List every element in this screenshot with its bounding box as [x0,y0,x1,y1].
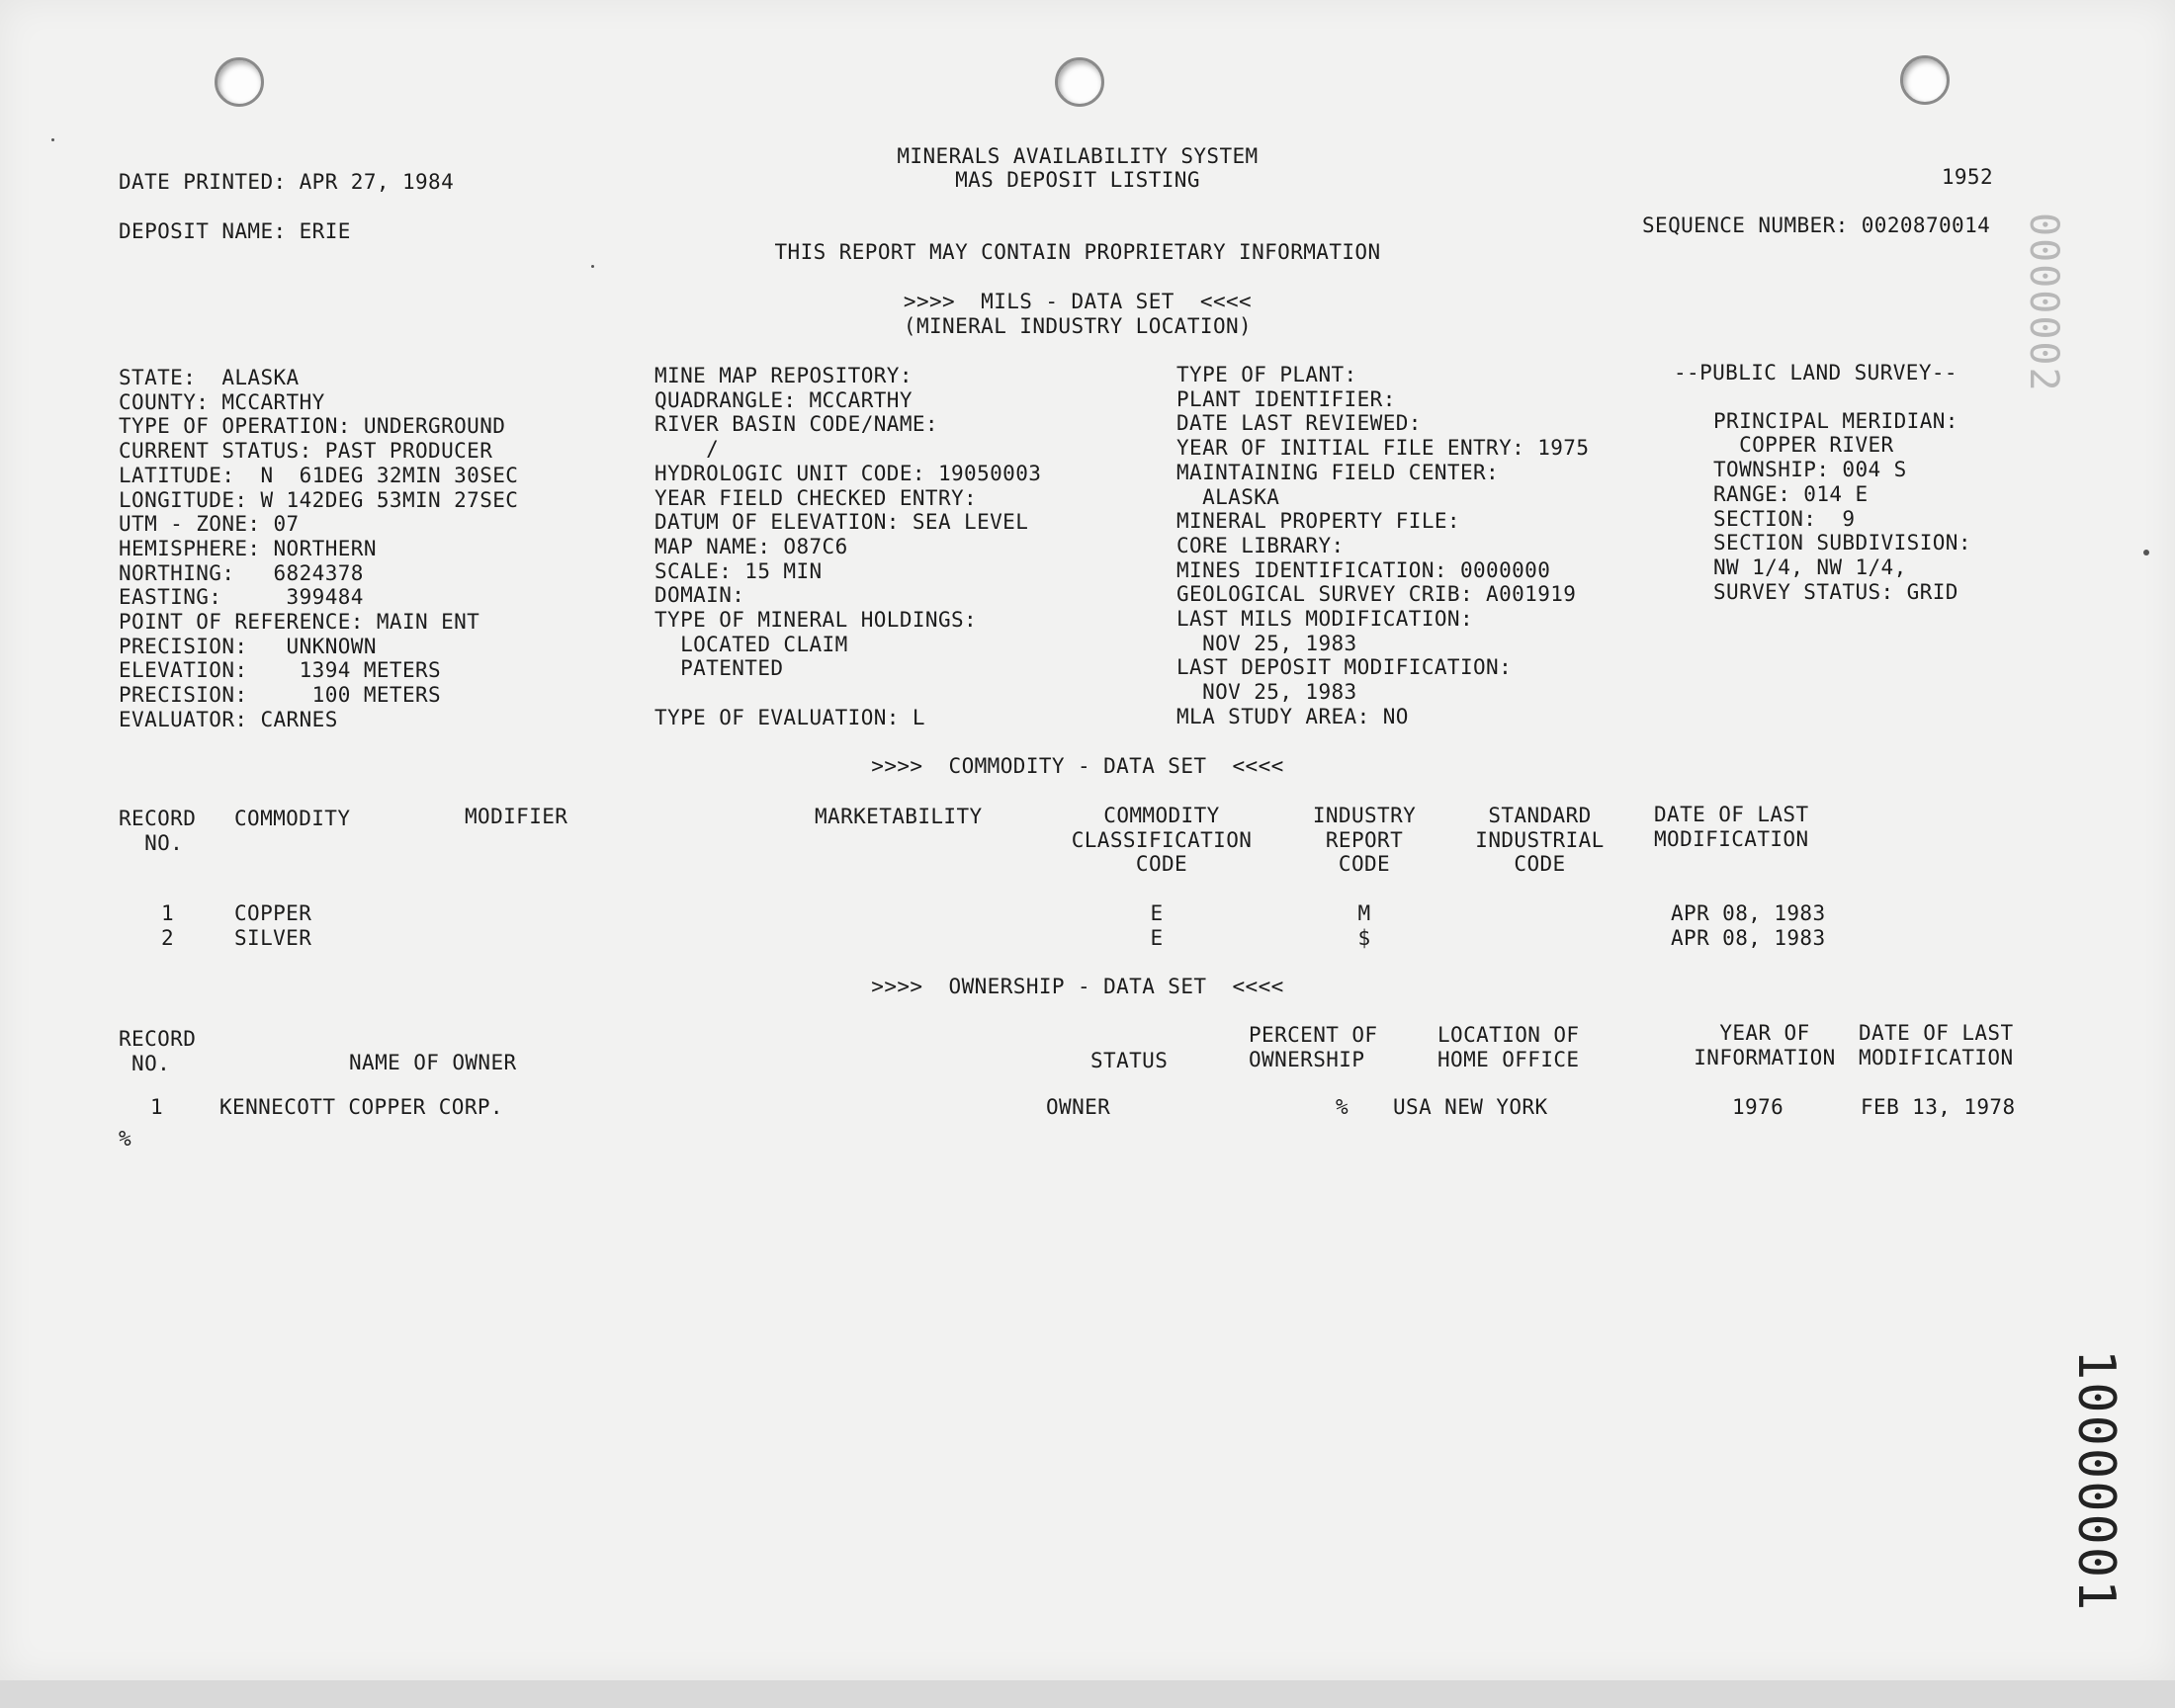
location-col3-line: MLA STUDY AREA: NO [1176,704,1409,728]
commodity-classification-code: E [1150,901,1164,925]
page-number: 1952 [1941,165,1993,189]
ownership-header-percent: PERCENT OF OWNERSHIP [1249,1023,1378,1071]
information-year: 1976 [1732,1095,1784,1119]
location-col3-line: NOV 25, 1983 [1176,631,1357,655]
location-col1-line: ELEVATION: 1394 METERS [119,658,442,683]
mils-heading: >>>> MILS - DATA SET <<<< [903,290,1253,313]
location-col2-line: LOCATED CLAIM [654,632,848,656]
ownership-record-no: 1 [150,1095,164,1119]
industry-report-code: M [1357,901,1371,925]
commodity-record-no: 2 [161,925,175,950]
location-col1-line: COUNTY: MCCARTHY [119,389,325,414]
location-col1-line: UTM - ZONE: 07 [119,512,300,537]
commodity-date: APR 08, 1983 [1671,901,1826,925]
location-col1-line: EASTING: 399484 [119,585,364,610]
location-col1-line: NORTHING: 6824378 [119,560,364,585]
commodity-date: APR 08, 1983 [1671,925,1826,950]
ownership-date: FEB 13, 1978 [1861,1095,2016,1119]
proprietary-notice: THIS REPORT MAY CONTAIN PROPRIETARY INFORMATION [774,240,1381,264]
location-col2-line: QUADRANGLE: MCCARTHY [654,387,913,412]
commodity-name: SILVER [234,925,312,950]
location-col3-line: GEOLOGICAL SURVEY CRIB: A001919 [1176,582,1577,607]
location-col3-line: TYPE OF PLANT: [1176,363,1357,386]
public-land-survey-heading: --PUBLIC LAND SURVEY-- [1674,361,1958,384]
commodity-name: COPPER [234,901,312,925]
commodity-header-sic: STANDARD INDUSTRIAL CODE [1475,804,1605,877]
public-land-survey-line: TOWNSHIP: 004 S [1713,458,1907,482]
commodity-header-commodity: COMMODITY [234,807,351,830]
deposit-name: DEPOSIT NAME: ERIE [119,219,351,243]
commodity-classification-code: E [1150,925,1164,950]
public-land-survey-line: COPPER RIVER [1713,433,1894,458]
ownership-header-owner: NAME OF OWNER [349,1051,517,1074]
location-col2-line: DOMAIN: [654,583,745,608]
location-col1-line: HEMISPHERE: NORTHERN [119,536,377,560]
commodity-header-industry: INDUSTRY REPORT CODE [1312,804,1417,877]
location-col1-line: POINT OF REFERENCE: MAIN ENT [119,610,480,634]
public-land-survey-line: SECTION: 9 [1713,506,1856,531]
date-printed: DATE PRINTED: APR 27, 1984 [119,170,455,194]
commodity-header-date: DATE OF LAST MODIFICATION [1654,803,1809,851]
location-col3-line: CORE LIBRARY: [1176,533,1345,557]
punch-hole-right [1900,55,1950,105]
ownership-header-year: YEAR OF INFORMATION [1694,1021,1836,1069]
location-col1-line: CURRENT STATUS: PAST PRODUCER [119,439,493,464]
paper-speck [591,265,594,268]
listing-title: MAS DEPOSIT LISTING [955,168,1200,192]
location-col2-line: RIVER BASIN CODE/NAME: [654,412,938,437]
commodity-record-no: 1 [161,901,175,925]
industry-report-code: $ [1357,925,1371,950]
ownership-heading: >>>> OWNERSHIP - DATA SET <<<< [871,975,1284,998]
ownership-percent: % [1336,1095,1349,1119]
owner-status: OWNER [1046,1095,1111,1119]
location-col1-line: STATE: ALASKA [119,366,300,389]
location-col2-line: PATENTED [654,656,784,681]
location-col3-line: NOV 25, 1983 [1176,680,1357,705]
owner-name: KENNECOTT COPPER CORP. [219,1095,503,1119]
commodity-header-record: RECORD NO. [119,807,197,855]
home-office-location: USA NEW YORK [1393,1095,1548,1119]
location-col2-line: MINE MAP REPOSITORY: [654,364,913,387]
location-col3-line: YEAR OF INITIAL FILE ENTRY: 1975 [1176,436,1590,461]
system-title: MINERALS AVAILABILITY SYSTEM [897,144,1259,168]
location-col3-line: MINERAL PROPERTY FILE: [1176,509,1460,534]
location-col2-line: YEAR FIELD CHECKED ENTRY: [654,485,978,510]
public-land-survey-line: NW 1/4, NW 1/4, [1713,555,1907,579]
mils-subheading: (MINERAL INDUSTRY LOCATION) [903,314,1253,338]
location-col3-line: DATE LAST REVIEWED: [1176,411,1422,436]
location-col1-line: PRECISION: 100 METERS [119,683,442,708]
location-col2-line: / [654,437,720,462]
commodity-header-classification: COMMODITY CLASSIFICATION CODE [1071,804,1253,877]
location-col3-line: ALASKA [1176,484,1280,509]
footer-percent-mark: % [119,1127,132,1151]
paper-speck [2143,550,2149,555]
punch-hole-left [215,57,264,107]
commodity-header-modifier: MODIFIER [465,805,568,828]
public-land-survey-line: PRINCIPAL MERIDIAN: [1713,408,1958,433]
location-col2-line: TYPE OF MINERAL HOLDINGS: [654,608,978,632]
sequence-number: SEQUENCE NUMBER: 0020870014 [1642,214,1991,237]
ownership-header-location: LOCATION OF HOME OFFICE [1437,1023,1580,1071]
location-col3-line: MINES IDENTIFICATION: 0000000 [1176,557,1551,582]
public-land-survey-line: SECTION SUBDIVISION: [1713,531,1971,555]
paper-speck [51,138,54,141]
location-col2-line: HYDROLOGIC UNIT CODE: 19050003 [654,461,1042,485]
location-col1-line: LATITUDE: N 61DEG 32MIN 30SEC [119,463,519,487]
punch-hole-center [1055,57,1104,107]
ownership-header-record: RECORD NO. [119,1027,197,1075]
location-col2-line: SCALE: 15 MIN [654,558,823,583]
location-col1-line: TYPE OF OPERATION: UNDERGROUND [119,414,506,439]
location-col1-line: EVALUATOR: CARNES [119,707,338,731]
margin-code-faint: 0000002 [2021,213,2066,393]
commodity-heading: >>>> COMMODITY - DATA SET <<<< [871,754,1284,778]
location-col3-line: LAST DEPOSIT MODIFICATION: [1176,655,1513,680]
location-col1-line: LONGITUDE: W 142DEG 53MIN 27SEC [119,487,519,512]
location-col3-line: PLANT IDENTIFIER: [1176,386,1396,411]
location-col1-line: PRECISION: UNKNOWN [119,634,377,658]
commodity-header-marketability: MARKETABILITY [815,805,983,828]
public-land-survey-line: SURVEY STATUS: GRID [1713,579,1958,604]
ownership-header-status: STATUS [1090,1049,1169,1072]
location-col2-line: MAP NAME: O87C6 [654,534,848,558]
public-land-survey-line: RANGE: 014 E [1713,481,1869,506]
location-col3-line: MAINTAINING FIELD CENTER: [1176,460,1500,484]
ownership-header-date: DATE OF LAST MODIFICATION [1859,1021,2014,1069]
location-col2-line: DATUM OF ELEVATION: SEA LEVEL [654,510,1029,535]
location-col2-line: TYPE OF EVALUATION: L [654,705,925,729]
location-col3-line: LAST MILS MODIFICATION: [1176,607,1473,631]
margin-code: 10000001 [2066,1349,2126,1613]
